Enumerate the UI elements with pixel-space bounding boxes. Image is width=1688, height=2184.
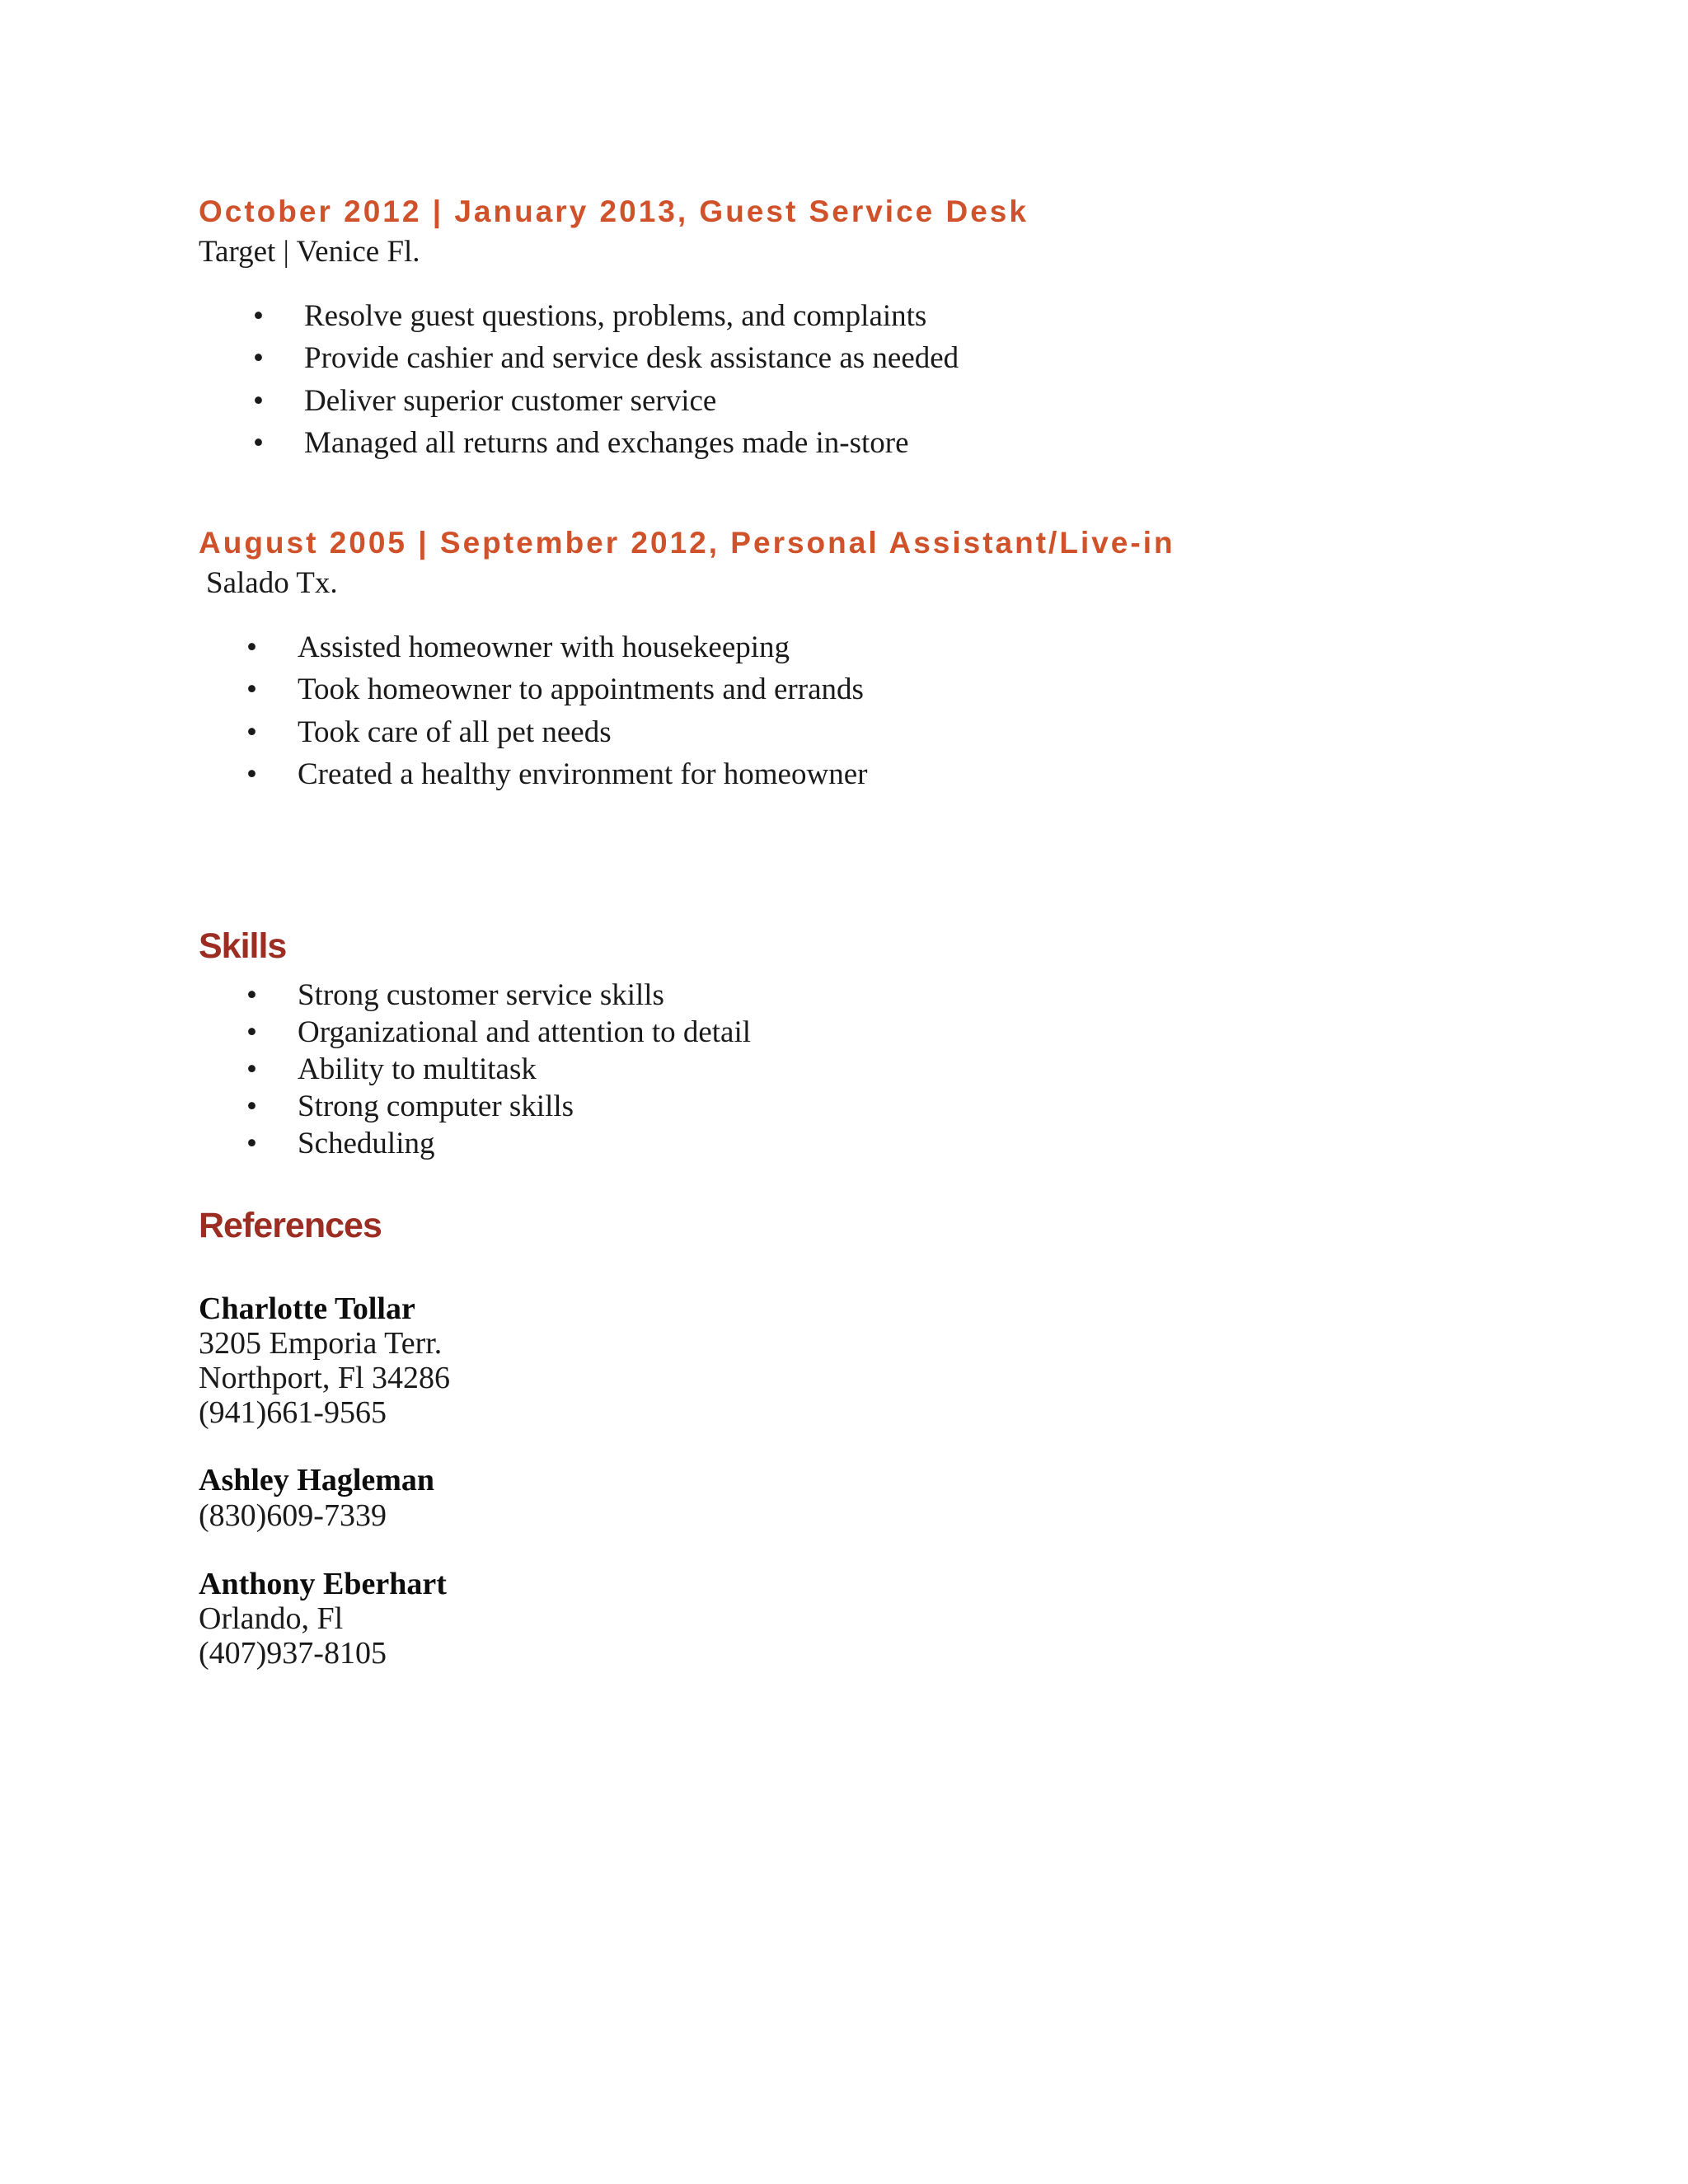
reference-name: Anthony Eberhart [199,1567,447,1601]
reference-detail: Orlando, Fl [199,1601,344,1636]
reference-entry [199,1291,450,1429]
list-item: • Deliver superior customer service [253,384,717,418]
reference-name: Ashley Hagleman [199,1463,435,1497]
list-item: • Provide cashier and service desk assistance as needed [253,341,959,375]
list-item: • Scheduling [246,1127,435,1160]
job-location: Target | Venice Fl. [199,235,420,269]
job-location: Salado Tx. [206,566,338,600]
reference-name: Charlotte Tollar [199,1291,415,1326]
reference-detail: 3205 Emporia Terr. [199,1326,443,1361]
list-item: • Managed all returns and exchanges made in-store [253,426,909,460]
list-item: • Assisted homeowner with housekeeping [246,630,790,664]
list-item: • Strong computer skills [246,1090,574,1123]
job-title: October 2012 | January 2013, Guest Service Desk [199,194,1029,228]
reference-entry [199,1566,447,1670]
reference-detail: (941)661-9565 [199,1395,387,1430]
skills-list [246,977,752,1163]
job-duties-list [246,630,868,799]
reference-detail: Northport, Fl 34286 [199,1361,451,1395]
list-item: • Created a healthy environment for homeowner [246,757,868,791]
reference-detail: (830)609-7339 [199,1498,387,1533]
reference-entry [199,1462,434,1533]
job-title: August 2005 | September 2012, Personal Assistant/Live-in [199,526,1175,560]
reference-detail: (407)937-8105 [199,1636,387,1671]
list-item: • Strong customer service skills [246,978,664,1012]
list-item: • Organizational and attention to detail [246,1015,752,1049]
list-item: • Ability to multitask [246,1052,537,1086]
list-item: • Resolve guest questions, problems, and complaints [253,299,927,333]
skills-heading: Skills [199,926,287,966]
list-item: • Took homeowner to appointments and errands [246,673,864,706]
job-duties-list [253,298,959,467]
references-heading: References [199,1206,382,1245]
list-item: • Took care of all pet needs [246,715,612,749]
